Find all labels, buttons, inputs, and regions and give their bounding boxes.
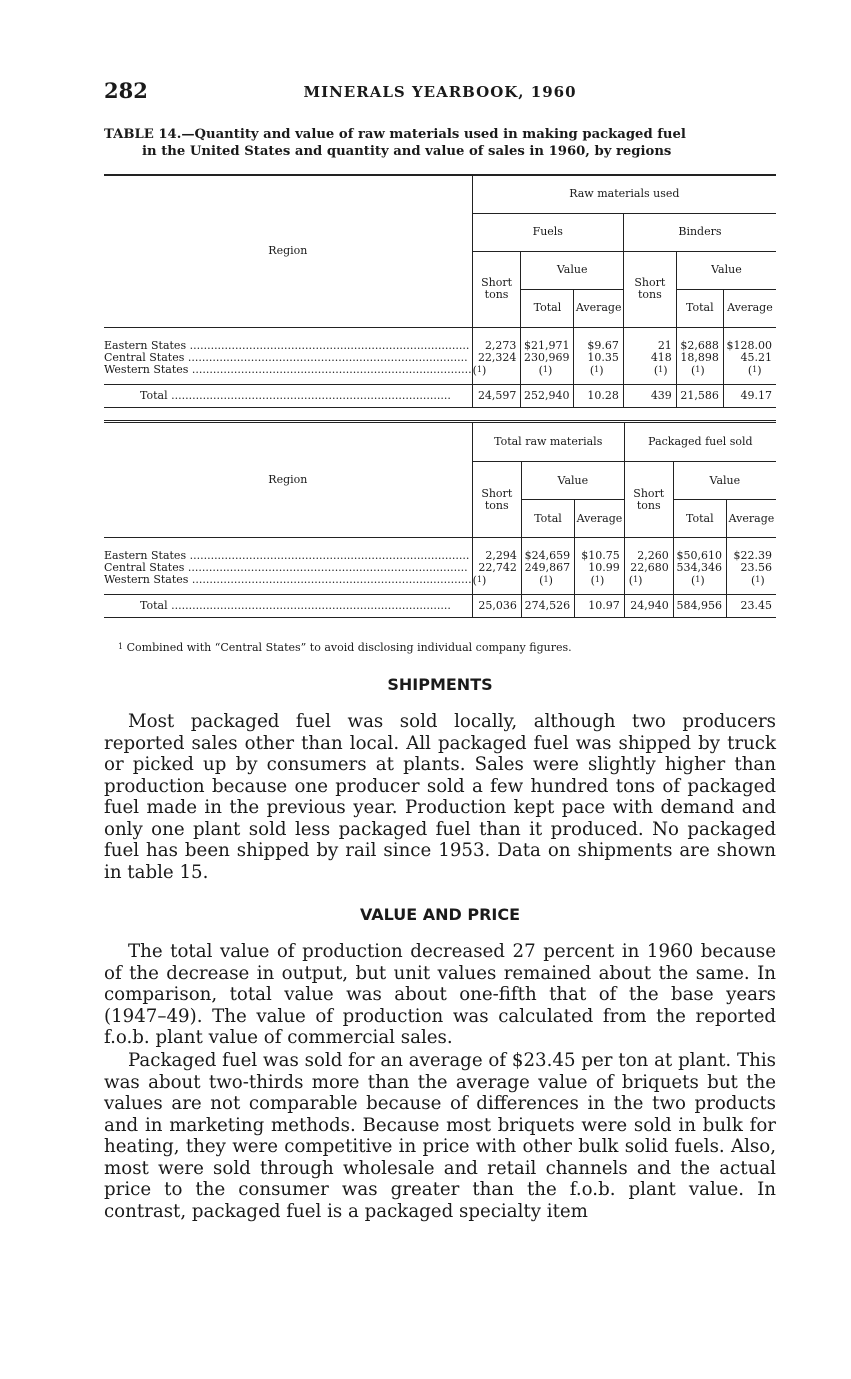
footnote-marker: 1 [118, 642, 124, 651]
table-cell: 2,273 [484, 338, 517, 352]
table-cell: (1) [590, 574, 605, 587]
value-header: Value [521, 251, 623, 289]
table-totals-and-sales [104, 420, 776, 618]
table-cell: 25,036 [472, 595, 521, 618]
table-cell: 10.99 [588, 561, 620, 574]
table-cell: $22.39 [733, 549, 772, 562]
value-paragraph-2: Packaged fuel was sold for an average of $23.45 per ton at plant. This was about two-thirds more than the average value of briquets but the values are not comparable because of differences in the two products and in marketing methods. Because most briquets were sold in bulk for heating, they were competitive in price with other bulk solid fuels. Also, most were sold through wholesale and retail channels and the actual price to the consumer was greater than the f.o.b. plant value. In contrast, packaged fuel is a packaged specialty item [104, 1050, 776, 1222]
table-cell: 24,597 [472, 384, 521, 407]
value-and-price-heading: VALUE AND PRICE [359, 905, 521, 924]
region-header: Region [104, 175, 472, 327]
table-cell: (1) [690, 363, 705, 377]
short-tons-header: Short tons [624, 462, 673, 538]
sold-average-values [726, 538, 776, 595]
table-cell: $10.75 [581, 549, 620, 562]
table-cell: 10.28 [574, 384, 623, 407]
table-cell: (1) [472, 363, 487, 377]
short-tons-header: Short tons [472, 251, 521, 327]
fuels-average-values [574, 327, 623, 384]
total-row [104, 595, 776, 618]
table-cell: 22,742 [478, 561, 517, 574]
total-header: Total [673, 500, 726, 538]
total-row [104, 384, 776, 407]
page-header [104, 78, 776, 108]
table-cell: 22,324 [477, 350, 517, 364]
short-tons-header: Short tons [623, 251, 676, 327]
sold-total-values [673, 538, 726, 595]
table-cell: 230,969 [523, 350, 570, 364]
table-cell: (1) [653, 363, 668, 377]
table-cell: 21,586 [676, 384, 723, 407]
table-cell: (1) [750, 574, 765, 587]
table-cell: $9.67 [587, 338, 619, 352]
value-header: Value [521, 462, 624, 500]
region-names [104, 538, 472, 595]
fuels-header: Fuels [472, 213, 623, 251]
total-raw-average-values [575, 538, 625, 595]
total-header: Total [521, 289, 574, 327]
table-cell: 24,940 [624, 595, 673, 618]
table-cell: $50,610 [676, 549, 722, 562]
table-cell: (1) [589, 363, 604, 377]
page-number: 282 [104, 78, 148, 103]
table-cell: 418 [650, 350, 672, 364]
caption-line-1: TABLE 14.—Quantity and value of raw materials used in making packaged fuel [104, 127, 686, 142]
table-cell: (1) [747, 363, 762, 377]
table-cell: (1) [538, 363, 553, 377]
value-paragraph-1: The total value of production decreased 27 percent in 1960 because of the decrease in output, but unit values remained about the same. In comparison, total value was about one-fifth that of the base years (1947–49). The value of production was calculated from the reported f.o.b. plant value of commercial sales. [104, 941, 776, 1048]
table-cell: (1) [472, 574, 487, 587]
table-cell: 10.97 [575, 595, 625, 618]
value-header: Value [676, 251, 776, 289]
sold-short-tons-values [624, 538, 673, 595]
total-raw-short-tons-values [472, 538, 521, 595]
caption-line-2: in the United States and quantity and value of sales in 1960, by regions [142, 144, 672, 159]
binders-header: Binders [623, 213, 776, 251]
region-header: Region [104, 422, 472, 538]
region-names [104, 327, 472, 384]
table-cell: 22,680 [630, 561, 669, 574]
table-cell: 49.17 [723, 384, 776, 407]
packaged-fuel-sold-header: Packaged fuel sold [624, 422, 776, 462]
region-name: Central States ................................................................................ [104, 561, 468, 574]
table-cell: 23.45 [726, 595, 776, 618]
region-name: Central States ................................................................................ [104, 350, 468, 364]
region-name: Eastern States ................................................................................ [104, 549, 470, 562]
table-cell: 534,346 [676, 561, 722, 574]
region-name: Eastern States ................................................................................ [104, 338, 470, 352]
table-caption [104, 126, 776, 160]
total-label: Total ................................................................................ [104, 384, 472, 407]
average-header: Average [723, 289, 776, 327]
average-header: Average [575, 500, 625, 538]
table-cell: 23.56 [740, 561, 772, 574]
shipments-heading: SHIPMENTS [387, 675, 493, 694]
table-cell: $128.00 [726, 338, 772, 352]
binders-average-values [723, 327, 776, 384]
table-cell: 252,940 [521, 384, 574, 407]
region-name: Western States ................................................................................ [104, 573, 472, 586]
table-cell: 21 [657, 338, 672, 352]
table-cell: 2,294 [485, 549, 517, 562]
average-header: Average [726, 500, 776, 538]
total-label: Total ................................................................................ [104, 595, 472, 618]
table-cell: 45.21 [740, 350, 772, 364]
table-cell: $2,688 [680, 338, 719, 352]
table-cell: 249,867 [524, 561, 571, 574]
table-cell: 439 [623, 384, 676, 407]
table-cell: 18,898 [680, 350, 719, 364]
fuels-short-tons-values [472, 327, 521, 384]
table-raw-materials [104, 174, 776, 408]
table-footnote [118, 641, 572, 654]
table-cell: $21,971 [523, 338, 570, 352]
running-head: MINERALS YEARBOOK, 1960 [303, 83, 577, 101]
short-tons-header: Short tons [472, 462, 521, 538]
average-header: Average [574, 289, 623, 327]
value-header: Value [673, 462, 776, 500]
table-cell: (1) [539, 574, 553, 587]
region-name: Western States ................................................................................ [104, 362, 472, 376]
fuels-total-values [521, 327, 574, 384]
table-cell: 584,956 [673, 595, 726, 618]
total-header: Total [676, 289, 723, 327]
binders-total-values [676, 327, 723, 384]
table-cell: (1) [628, 574, 643, 587]
table-cell: (1) [690, 574, 705, 587]
total-raw-value-values [521, 538, 574, 595]
total-raw-materials-header: Total raw materials [472, 422, 624, 462]
table-cell: 10.35 [587, 350, 619, 364]
footnote-text: Combined with “Central States” to avoid disclosing individual company figures. [126, 641, 572, 654]
total-header: Total [521, 500, 574, 538]
binders-short-tons-values [623, 327, 676, 384]
raw-materials-header: Raw materials used [472, 175, 776, 213]
table-cell: $24,659 [524, 549, 571, 562]
table-cell: 2,260 [637, 549, 669, 562]
table-cell: 274,526 [521, 595, 574, 618]
shipments-paragraph: Most packaged fuel was sold locally, although two producers reported sales other than local. All packaged fuel was shipped by truck or picked up by consumers at plants. Sales were slightly higher than production because one producer sold a few hundred tons of packaged fuel made in the previous year. Production kept pace with demand and only one plant sold less packaged fuel than it produced. No packaged fuel has been shipped by rail since 1953. Data on shipments are shown in table 15. [104, 711, 776, 883]
